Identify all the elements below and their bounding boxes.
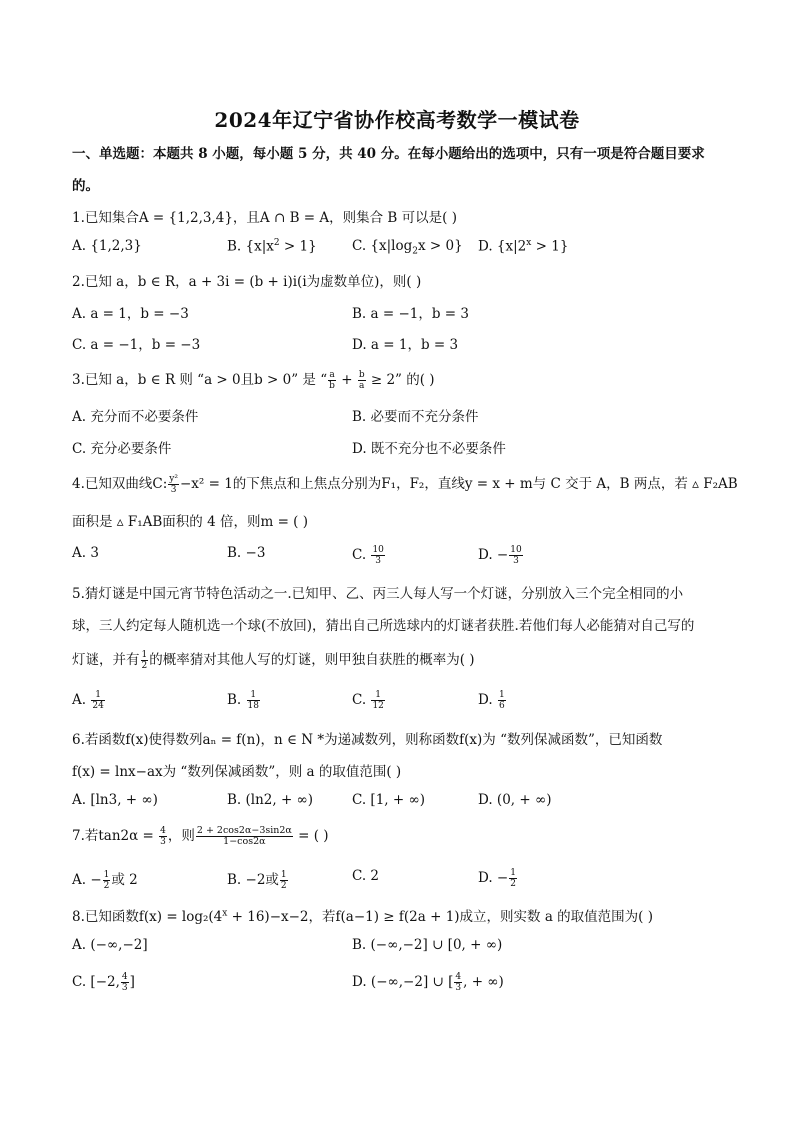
section-heading-line2: 的。 <box>72 178 99 194</box>
option-a: A. {1,2,3} <box>72 238 142 254</box>
option-c: C. [−2, $\frac{4}{3}$ ] <box>72 972 135 993</box>
option-d: D. (0, + ∞) <box>478 792 552 808</box>
question-7: 7.若tan2α = $\frac{4}{3}$ ，则 $\frac{2 + 2\cos 2\alpha-3\sin 2\alpha}{1-\cos 2\alpha}$ = ( ) <box>72 825 329 847</box>
option-c: C. $\frac{1}{12}$ <box>352 690 384 711</box>
question-8: 8.已知函数$f(x) = \log_2(4^x + 16)-x-2$，若f(a−1) ≥ f(2a + 1)成立，则实数 a 的取值范围为( ) <box>72 908 654 925</box>
option-c: C. a = −1，b = −3 <box>72 337 201 353</box>
option-b: B. a = −1，b = 3 <box>352 306 469 322</box>
option-c: C. 充分必要条件 <box>72 441 172 457</box>
question-4: 4.已知双曲线C: $\frac{\text{y²}}{3}$ −x² = 1的下焦点和上焦点分别为F₁，F₂，直线y = x + m与 C 交于 A，B 两点，若 ▵ F₂AB <box>72 474 738 495</box>
question-3-options-row2 <box>72 437 722 457</box>
option-a: A. [ln3, + ∞) <box>72 792 158 808</box>
option-b: B. −2或 $\frac{1}{2}$ <box>227 870 287 891</box>
section-heading-line1: 一、单选题：本题共 8 小题，每小题 5 分，共 40 分。在每小题给出的选项中，只有一项是符合题目要求 <box>72 146 705 162</box>
section-heading <box>72 138 722 202</box>
question-2-options-row2 <box>72 333 722 353</box>
question-6-line1: 6.若函数f(x)使得数列aₙ = f(n)，n ∈ N *为递减数列，则称函数f(x)为 “数列保减函数”，已知函数 <box>72 732 663 748</box>
question-8-options-row1 <box>72 937 722 957</box>
option-b: B. $\{x|x^2 > 1\}$ <box>227 238 317 255</box>
question-3-options-row1 <box>72 405 722 425</box>
option-c: C. $\{x|\log_2x > 0\}$ <box>352 238 463 257</box>
option-b: B. $\frac{1}{18}$ <box>227 690 259 711</box>
option-d: D. − $\frac{1}{2}$ <box>478 868 516 889</box>
option-a: A. − $\frac{1}{2}$ 或 2 <box>72 870 138 891</box>
option-d: D. 既不充分也不必要条件 <box>352 441 506 457</box>
option-c: C. $\frac{10}{3}$ <box>352 545 384 566</box>
question-4-options <box>72 545 722 565</box>
option-d: D. $\frac{1}{6}$ <box>478 690 505 711</box>
question-1-options <box>72 238 722 258</box>
option-b: B. 必要而不充分条件 <box>352 409 479 425</box>
option-d: D. − $\frac{10}{3}$ <box>478 545 522 566</box>
question-1: 1.已知集合A = {1,2,3,4}，且A ∩ B = A，则集合 B 可以是( ) <box>72 210 457 226</box>
option-d: D. (−∞,−2] ∪ [ $\frac{4}{3}$ , + ∞) <box>352 972 504 993</box>
option-b: B. −3 <box>227 545 266 561</box>
question-6-line2: f(x) = lnx−ax为 “数列保减函数”，则 a 的取值范围( ) <box>72 764 402 780</box>
option-c: C. [1, + ∞) <box>352 792 425 808</box>
option-d: D. a = 1，b = 3 <box>352 337 459 353</box>
question-4-line2: 面积是 ▵ F₁AB面积的 4 倍，则m = ( ) <box>72 514 308 530</box>
question-2: 2.已知 a，b ∈ R，a + 3i = (b + i)i(i为虚数单位)，则( ) <box>72 274 422 290</box>
question-5-line2: 球，三人约定每人随机选一个球(不放回)，猜出自己所选球内的灯谜者获胜.若他们每人必能猜对自己写的 <box>72 618 695 634</box>
option-a: A. (−∞,−2] <box>72 937 148 953</box>
question-2-options-row1 <box>72 302 722 322</box>
question-8-options-row2 <box>72 972 722 992</box>
question-5-line3: 灯谜，并有 $\frac{1}{2}$ 的概率猜对其他人写的灯谜，则甲独自获胜的概率为( ) <box>72 650 475 671</box>
question-6-options <box>72 792 722 812</box>
option-b: B. (−∞,−2] ∪ [0, + ∞) <box>352 937 503 953</box>
option-a: A. $\frac{1}{24}$ <box>72 690 104 711</box>
page-title: 2024年辽宁省协作校高考数学一模试卷 <box>214 108 580 132</box>
option-b: B. (ln2, + ∞) <box>227 792 314 808</box>
option-c: C. 2 <box>352 868 380 884</box>
question-7-options <box>72 868 722 891</box>
option-a: A. 充分而不必要条件 <box>72 409 199 425</box>
question-3: 3.已知 a，b ∈ R 则 “a > 0且b > 0” 是 “ $\frac{a}{b}$ + $\frac{b}{a}$ ≥ 2” 的( ) <box>72 370 435 391</box>
option-d: D. $\{x|2^x > 1\}$ <box>478 238 569 255</box>
question-5-options <box>72 690 722 710</box>
option-a: A. a = 1，b = −3 <box>72 306 189 322</box>
option-a: A. 3 <box>72 545 99 561</box>
question-5-line1: 5.猜灯谜是中国元宵节特色活动之一.已知甲、乙、丙三人每人写一个灯谜，分别放入三个完全相同的小 <box>72 586 684 602</box>
